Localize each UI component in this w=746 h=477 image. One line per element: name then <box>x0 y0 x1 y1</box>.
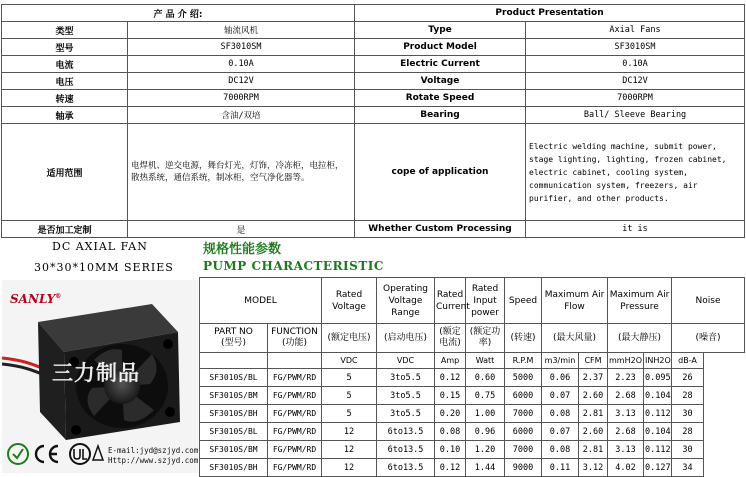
unit-cell: CFM <box>579 353 608 369</box>
section-title-en: PUMP CHARACTERISTIC <box>203 259 384 273</box>
header-en: Product Presentation <box>355 5 745 22</box>
hdr-speed: Speed <box>505 278 542 324</box>
contact-email: E-mail:jyd@szjyd.com <box>108 446 199 455</box>
table-cell: 0.75 <box>466 387 505 405</box>
table-cell: 3to5.5 <box>377 387 435 405</box>
spec-label-en: Product Model <box>355 39 526 56</box>
table-cell: 2.37 <box>579 369 608 387</box>
table-cell: 28 <box>672 423 704 441</box>
table-cell: 0.08 <box>542 441 579 459</box>
spec-label-en: Rotate Speed <box>355 90 526 107</box>
hdr-function-en: FUNCTION <box>271 327 318 337</box>
hdr-max-air-flow-cn: (最大风量) <box>542 324 608 353</box>
table-cell: 9000 <box>505 459 542 477</box>
table-cell: FG/PWM/RD <box>268 423 322 441</box>
table-cell: 3to5.5 <box>377 369 435 387</box>
table-cell: 2.60 <box>579 387 608 405</box>
table-cell: SF3010S/BH <box>200 405 268 423</box>
table-cell: 0.104 <box>644 423 672 441</box>
hdr-max-air-pressure-cn: (最大静压) <box>608 324 672 353</box>
table-cell: FG/PWM/RD <box>268 405 322 423</box>
table-cell: SF3010S/BH <box>200 459 268 477</box>
custom-value-en: it is <box>526 221 745 238</box>
table-cell: 26 <box>672 369 704 387</box>
table-cell: 2.68 <box>608 423 644 441</box>
table-cell: 6to13.5 <box>377 441 435 459</box>
brand-name: SANLY <box>10 292 56 306</box>
table-cell: 5000 <box>505 369 542 387</box>
table-cell: 28 <box>672 387 704 405</box>
hdr-rated-current-cn: (额定电流) <box>435 324 466 353</box>
table-cell: 0.60 <box>466 369 505 387</box>
units-blank-function <box>268 353 322 369</box>
table-row <box>200 423 745 441</box>
table-cell: SF3010S/BM <box>200 441 268 459</box>
table-cell: SF3010S/BM <box>200 387 268 405</box>
hdr-max-air-pressure: Maximum Air Pressure <box>608 278 672 324</box>
custom-value-cn: 是 <box>128 221 355 238</box>
spec-value-cn: 7000RPM <box>128 90 355 107</box>
table-cell: 0.112 <box>644 405 672 423</box>
hdr-rated-input-cn: (额定功率) <box>466 324 505 353</box>
table-cell: 2.81 <box>579 441 608 459</box>
table-cell: 0.08 <box>435 423 466 441</box>
spec-row <box>2 22 745 39</box>
unit-cell: INH2O <box>644 353 672 369</box>
table-row <box>200 405 745 423</box>
spec-label-cn: 轴承 <box>2 107 128 124</box>
table-cell: FG/PWM/RD <box>268 369 322 387</box>
hdr-max-air-flow: Maximum Air Flow <box>542 278 608 324</box>
certification-logos <box>6 440 104 468</box>
rohs-logo-icon <box>8 444 28 464</box>
spec-value-en: DC12V <box>526 73 745 90</box>
table-cell: 0.11 <box>542 459 579 477</box>
spec-row <box>2 90 745 107</box>
unit-cell: dB-A <box>672 353 704 369</box>
spec-row <box>2 56 745 73</box>
table-cell: 0.10 <box>435 441 466 459</box>
table-cell: 0.96 <box>466 423 505 441</box>
table-cell: 0.12 <box>435 369 466 387</box>
unit-cell: Amp <box>435 353 466 369</box>
table-cell: 12 <box>322 441 377 459</box>
spec-value-en: 7000RPM <box>526 90 745 107</box>
ul-mark-icon <box>70 444 90 464</box>
table-cell: 12 <box>322 423 377 441</box>
spec-label-cn: 类型 <box>2 22 128 39</box>
spec-label-cn: 电压 <box>2 73 128 90</box>
hdr-operating-voltage-cn: (启动电压) <box>377 324 435 353</box>
table-cell: 2.81 <box>579 405 608 423</box>
table-cell: 12 <box>322 459 377 477</box>
hdr-rated-voltage: Rated Voltage <box>322 278 377 324</box>
table-row <box>200 369 745 387</box>
table-row <box>200 441 745 459</box>
hdr-rated-current: Rated Current <box>435 278 466 324</box>
table-row <box>200 459 745 477</box>
spec-value-cn: SF3010SM <box>128 39 355 56</box>
unit-cell: mmH2O <box>608 353 644 369</box>
watermark-text: 三力制品 <box>52 361 140 385</box>
spec-row <box>2 73 745 90</box>
spec-value-cn: DC12V <box>128 73 355 90</box>
spec-row <box>2 39 745 56</box>
table-cell: 4.02 <box>608 459 644 477</box>
table-cell: 2.60 <box>579 423 608 441</box>
section-title-cn: 规格性能参数 <box>203 242 282 257</box>
table-cell: 0.07 <box>542 387 579 405</box>
spec-value-en: 0.10A <box>526 56 745 73</box>
table-cell: 3.13 <box>608 405 644 423</box>
product-presentation-table <box>1 4 745 238</box>
table-cell: 7000 <box>505 405 542 423</box>
table-cell: 0.07 <box>542 423 579 441</box>
hdr-noise: Noise <box>672 278 745 324</box>
hdr-rated-voltage-cn: (额定电压) <box>322 324 377 353</box>
perf-units-row <box>200 353 745 369</box>
table-row <box>200 387 745 405</box>
hdr-model: MODEL <box>200 278 322 324</box>
custom-row <box>2 221 745 238</box>
custom-label-en: Whether Custom Processing <box>355 221 526 238</box>
spec-value-cn: 含油/双培 <box>128 107 355 124</box>
table-cell: 1.44 <box>466 459 505 477</box>
spec-value-en: SF3010SM <box>526 39 745 56</box>
spec-label-cn: 电流 <box>2 56 128 73</box>
custom-label-cn: 是否加工定制 <box>2 221 128 238</box>
spec-value-cn: 轴流风机 <box>128 22 355 39</box>
application-label-cn: 适用范围 <box>2 124 128 221</box>
spec-value-cn: 0.10A <box>128 56 355 73</box>
table-cell: 2.23 <box>608 369 644 387</box>
table-cell: 0.15 <box>435 387 466 405</box>
perf-header-row-en <box>200 278 745 324</box>
hdr-operating-voltage: Operating Voltage Range <box>377 278 435 324</box>
recycle-icon <box>93 446 103 460</box>
spec-value-en: Axial Fans <box>526 22 745 39</box>
unit-cell: VDC <box>322 353 377 369</box>
brand-registered-mark: ® <box>55 293 62 300</box>
unit-cell: VDC <box>377 353 435 369</box>
table-cell: FG/PWM/RD <box>268 387 322 405</box>
hdr-part-no <box>200 324 268 353</box>
table-cell: 6000 <box>505 387 542 405</box>
application-value-cn: 电焊机、逆交电源，舞台灯光，灯饰，冷冻柜，电拉柜，散热系统，通信系统，制冰柜，空气净化器等。 <box>128 124 355 221</box>
table-cell: 6to13.5 <box>377 423 435 441</box>
series-title-line1: DC AXIAL FAN <box>52 240 148 253</box>
units-blank-part <box>200 353 268 369</box>
table-cell: 3.13 <box>608 441 644 459</box>
table-cell: 1.00 <box>466 405 505 423</box>
table-cell: SF3010S/BL <box>200 369 268 387</box>
pump-characteristic-table <box>199 277 745 477</box>
table-cell: 1.20 <box>466 441 505 459</box>
table-cell: 2.68 <box>608 387 644 405</box>
table-cell: 30 <box>672 441 704 459</box>
table-cell: 0.08 <box>542 405 579 423</box>
table-cell: 7000 <box>505 441 542 459</box>
ce-mark-icon <box>36 446 58 462</box>
contact-info <box>108 446 198 466</box>
table-cell: 34 <box>672 459 704 477</box>
table-cell: 30 <box>672 405 704 423</box>
hdr-noise-cn: (噪音) <box>672 324 745 353</box>
table-cell: 6to13.5 <box>377 459 435 477</box>
hdr-part-no-cn: (型号) <box>220 338 247 348</box>
table-cell: FG/PWM/RD <box>268 441 322 459</box>
application-value-en: Electric welding machine, submit power, stage lighting, lighting, frozen cabinet, electric cabinet, cooling system, communication system, freezers, air purifier, and other products. <box>526 124 745 221</box>
spec-row <box>2 107 745 124</box>
spec-label-en: Type <box>355 22 526 39</box>
hdr-speed-cn: (转速) <box>505 324 542 353</box>
brand-logo <box>10 292 61 306</box>
spec-value-en: Ball/ Sleeve Bearing <box>526 107 745 124</box>
table-cell: 5 <box>322 387 377 405</box>
spec-label-en: Electric Current <box>355 56 526 73</box>
table-cell: 3to5.5 <box>377 405 435 423</box>
presentation-header-row <box>2 5 745 22</box>
table-cell: SF3010S/BL <box>200 423 268 441</box>
header-cn: 产 品 介 绍: <box>2 5 355 22</box>
hdr-part-no-en: PART NO <box>214 327 253 337</box>
application-row <box>2 124 745 221</box>
table-cell: FG/PWM/RD <box>268 459 322 477</box>
table-cell: 0.06 <box>542 369 579 387</box>
spec-label-cn: 型号 <box>2 39 128 56</box>
table-cell: 0.127 <box>644 459 672 477</box>
application-label-en: cope of application <box>355 124 526 221</box>
spec-label-en: Bearing <box>355 107 526 124</box>
hdr-function <box>268 324 322 353</box>
product-photo <box>2 280 198 473</box>
table-cell: 3.12 <box>579 459 608 477</box>
table-cell: 0.112 <box>644 441 672 459</box>
perf-header-row-cn <box>200 324 745 353</box>
spec-label-cn: 转速 <box>2 90 128 107</box>
unit-cell: Watt <box>466 353 505 369</box>
series-title-line2: 30*30*10MM SERIES <box>34 261 174 274</box>
hdr-rated-input: Rated Input power <box>466 278 505 324</box>
table-cell: 6000 <box>505 423 542 441</box>
unit-cell: m3/min <box>542 353 579 369</box>
table-cell: 5 <box>322 405 377 423</box>
table-cell: 0.095 <box>644 369 672 387</box>
hdr-function-cn: (功能) <box>281 338 308 348</box>
table-cell: 0.20 <box>435 405 466 423</box>
contact-website: Http://www.szjyd.com <box>108 456 199 465</box>
unit-cell: R.P.M <box>505 353 542 369</box>
spec-label-en: Voltage <box>355 73 526 90</box>
table-cell: 0.12 <box>435 459 466 477</box>
table-cell: 5 <box>322 369 377 387</box>
table-cell: 0.104 <box>644 387 672 405</box>
